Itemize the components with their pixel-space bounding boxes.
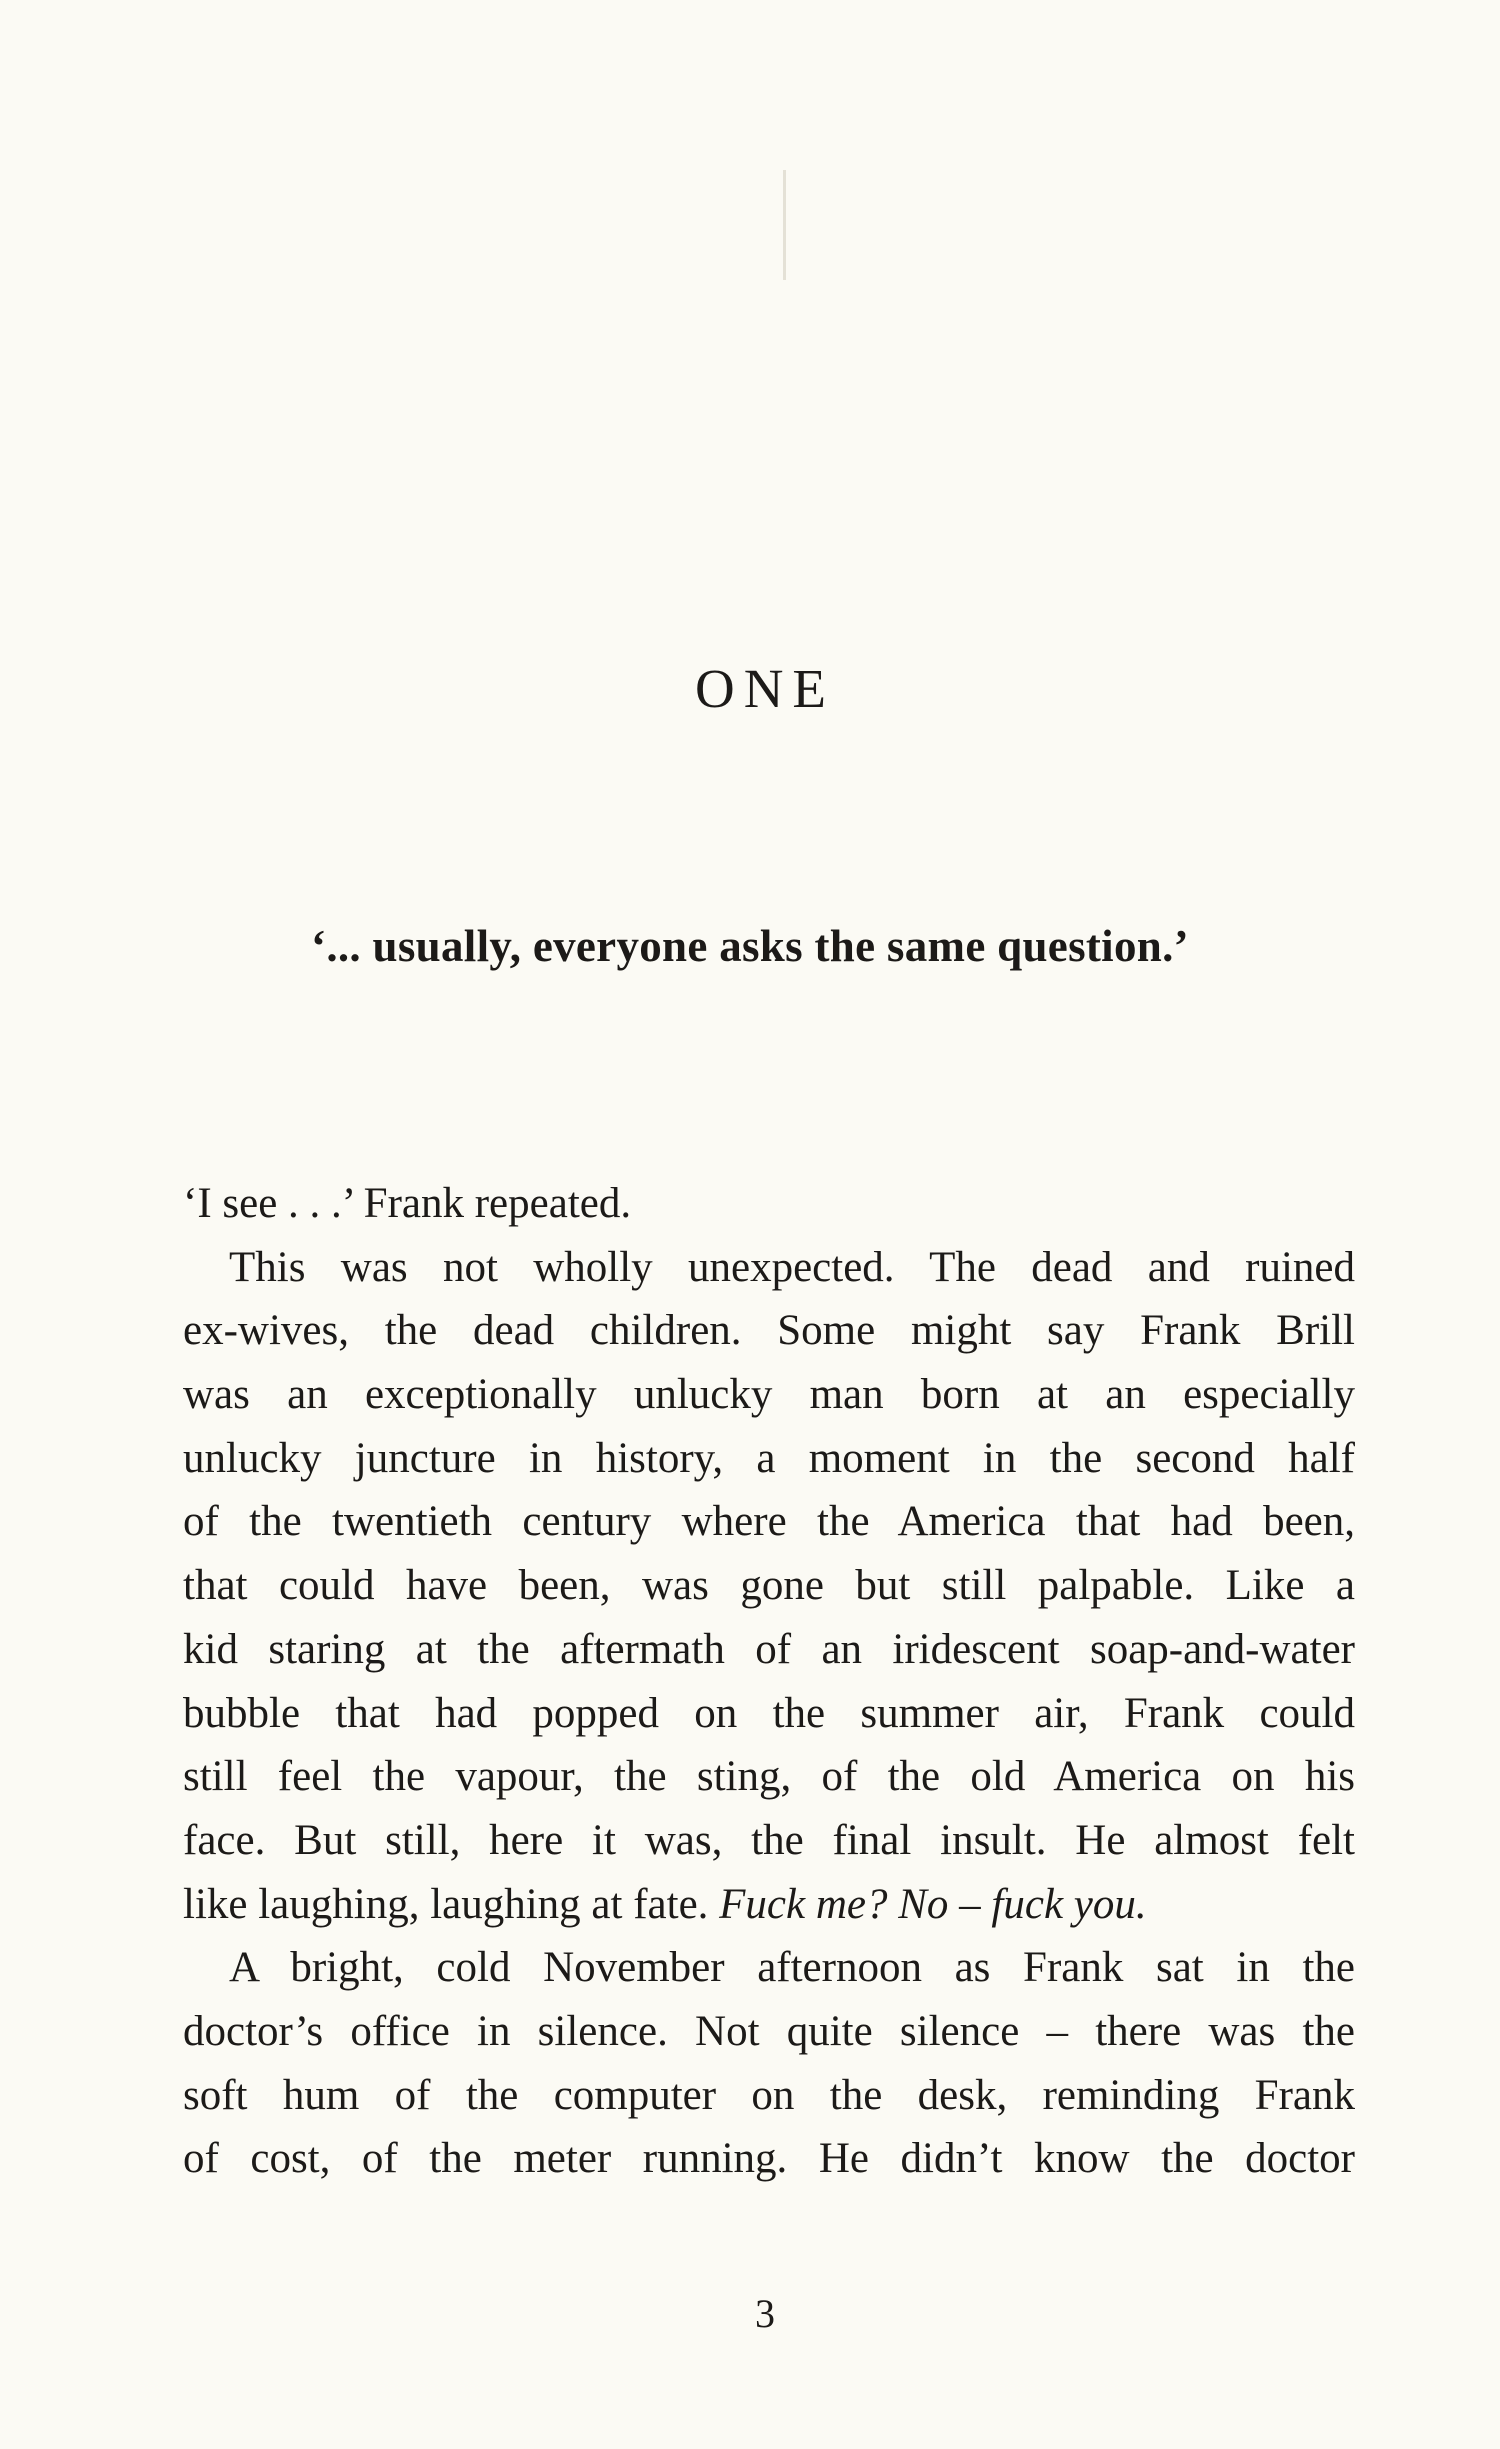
paragraph-line: A bright, cold November afternoon as Frank sat in the [229,1944,1355,1992]
paragraph-line: This was not wholly unexpected. The dead and ruined [229,1243,1355,1291]
scan-mark [783,170,786,280]
paragraph-line: ex-wives, the dead children. Some might say Frank Brill [183,1307,1355,1355]
paragraph-line: still feel the vapour, the sting, of the old America on his [183,1753,1355,1801]
paragraph-line-text: like laughing, laughing at fate. [183,1880,709,1928]
paragraph-line: was an exceptionally unlucky man born at an especially [183,1371,1355,1419]
paragraph-line: face. But still, here it was, the final insult. He almost felt [183,1816,1355,1864]
chapter-epigraph: ‘... usually, everyone asks the same question.’ [311,921,1189,971]
paragraph-line: doctor’s office in silence. Not quite silence – there was the [183,2007,1355,2055]
body-text [183,1172,1355,2191]
paragraph-line: ‘I see . . .’ Frank repeated. [183,1180,632,1227]
italic-phrase: Fuck me? No – fuck you. [719,1880,1147,1928]
paragraph-line: that could have been, was gone but still palpable. Like a [183,1562,1355,1610]
paragraph-line: of cost, of the meter running. He didn’t know the doctor [183,2135,1355,2183]
paragraph-line: soft hum of the computer on the desk, reminding Frank [183,2071,1355,2119]
paragraph-line: kid staring at the aftermath of an iridescent soap-and-water [183,1625,1355,1673]
paragraph-line-with-italic [183,1873,1355,1937]
page-number: 3 [755,2291,775,2336]
chapter-heading: ONE [694,658,836,719]
paragraph-line: unlucky juncture in history, a moment in the second half [183,1434,1355,1482]
paragraph-line: of the twentieth century where the America that had been, [183,1498,1355,1546]
paragraph-line: bubble that had popped on the summer air, Frank could [183,1689,1355,1737]
